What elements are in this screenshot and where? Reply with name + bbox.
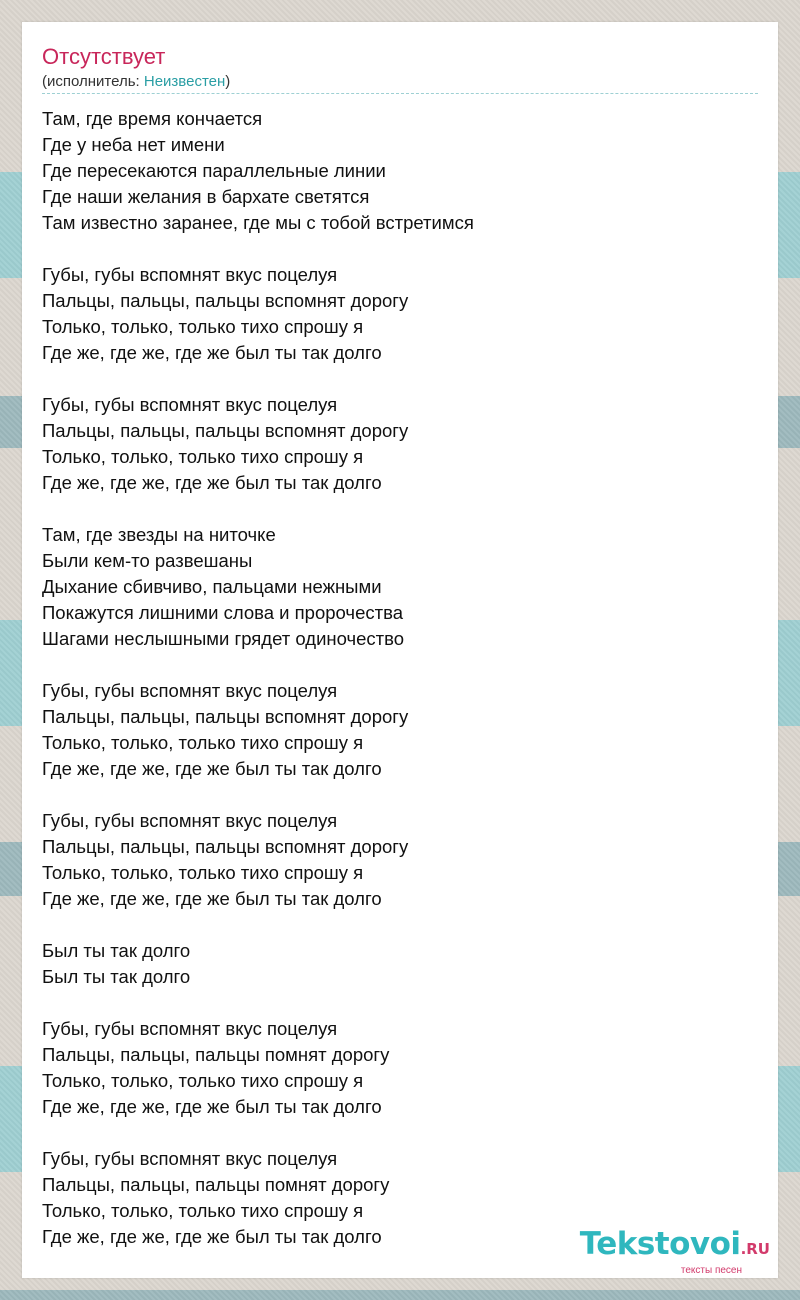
logo-tld: .RU xyxy=(740,1240,770,1258)
lyrics-stanza xyxy=(42,522,742,652)
lyric-line: Где у неба нет имени xyxy=(42,134,225,155)
lyric-line: Губы, губы вспомнят вкус поцелуя xyxy=(42,680,338,701)
lyric-line: Были кем-то развешаны xyxy=(42,550,253,571)
lyric-line: Где наши желания в бархате светятся xyxy=(42,186,370,207)
lyric-line: Пальцы, пальцы, пальцы помнят дорогу xyxy=(42,1174,390,1195)
lyric-line: Где же, где же, где же был ты так долго xyxy=(42,1226,382,1247)
lyric-line: Губы, губы вспомнят вкус поцелуя xyxy=(42,264,338,285)
artist-link[interactable]: Неизвестен xyxy=(143,73,226,90)
lyric-line: Губы, губы вспомнят вкус поцелуя xyxy=(42,810,338,831)
lyrics-stanza xyxy=(42,262,742,366)
lyric-line: Только, только, только тихо спрошу я xyxy=(42,1200,364,1221)
lyric-line: Где же, где же, где же был ты так долго xyxy=(42,472,382,493)
lyrics-card xyxy=(22,22,778,1278)
lyric-line: Где же, где же, где же был ты так долго xyxy=(42,888,382,909)
lyric-line: Только, только, только тихо спрошу я xyxy=(42,446,364,467)
lyric-line: Где же, где же, где же был ты так долго xyxy=(42,1096,382,1117)
song-title: Отсутствует xyxy=(42,44,166,69)
lyric-line: Пальцы, пальцы, пальцы помнят дорогу xyxy=(42,1044,390,1065)
lyric-line: Пальцы, пальцы, пальцы вспомнят дорогу xyxy=(42,290,409,311)
lyric-line: Только, только, только тихо спрошу я xyxy=(42,732,364,753)
lyric-line: Где же, где же, где же был ты так долго xyxy=(42,758,382,779)
logo-name: Tekstovoi xyxy=(579,1226,741,1262)
logo-wordmark xyxy=(560,1228,770,1265)
lyric-line: Дыхание сбивчиво, пальцами нежными xyxy=(42,576,382,597)
lyric-line: Пальцы, пальцы, пальцы вспомнят дорогу xyxy=(42,836,409,857)
artist-suffix: ) xyxy=(225,73,231,90)
lyric-line: Там, где время кончается xyxy=(42,108,263,129)
lyric-line: Только, только, только тихо спрошу я xyxy=(42,862,364,883)
lyrics-stanza xyxy=(42,1016,742,1120)
lyric-line: Шагами неслышными грядет одиночество xyxy=(42,628,405,649)
logo-tagline: тексты песен xyxy=(680,1265,742,1276)
lyric-line: Был ты так долго xyxy=(42,966,191,987)
lyrics-body xyxy=(42,106,742,1276)
lyric-line: Там, где звезды на ниточке xyxy=(42,524,276,545)
lyric-line: Губы, губы вспомнят вкус поцелуя xyxy=(42,394,338,415)
lyric-line: Покажутся лишними слова и пророчества xyxy=(42,602,403,623)
site-logo xyxy=(560,1226,770,1276)
lyrics-stanza xyxy=(42,678,742,782)
lyric-line: Только, только, только тихо спрошу я xyxy=(42,316,364,337)
artist-prefix: (исполнитель: xyxy=(42,73,144,90)
lyric-line: Где пересекаются параллельные линии xyxy=(42,160,386,181)
lyric-line: Только, только, только тихо спрошу я xyxy=(42,1070,364,1091)
lyric-line: Был ты так долго xyxy=(42,940,191,961)
lyric-line: Губы, губы вспомнят вкус поцелуя xyxy=(42,1018,338,1039)
lyric-line: Там известно заранее, где мы с тобой встретимся xyxy=(42,212,474,233)
lyric-line: Губы, губы вспомнят вкус поцелуя xyxy=(42,1148,338,1169)
lyrics-stanza xyxy=(42,938,742,990)
lyric-line: Пальцы, пальцы, пальцы вспомнят дорогу xyxy=(42,706,409,727)
lyric-line: Пальцы, пальцы, пальцы вспомнят дорогу xyxy=(42,420,409,441)
title-divider xyxy=(42,93,758,94)
lyrics-stanza xyxy=(42,808,742,912)
lyrics-stanza xyxy=(42,106,742,236)
lyrics-stanza xyxy=(42,392,742,496)
lyric-line: Где же, где же, где же был ты так долго xyxy=(42,342,382,363)
artist-line xyxy=(42,73,230,91)
